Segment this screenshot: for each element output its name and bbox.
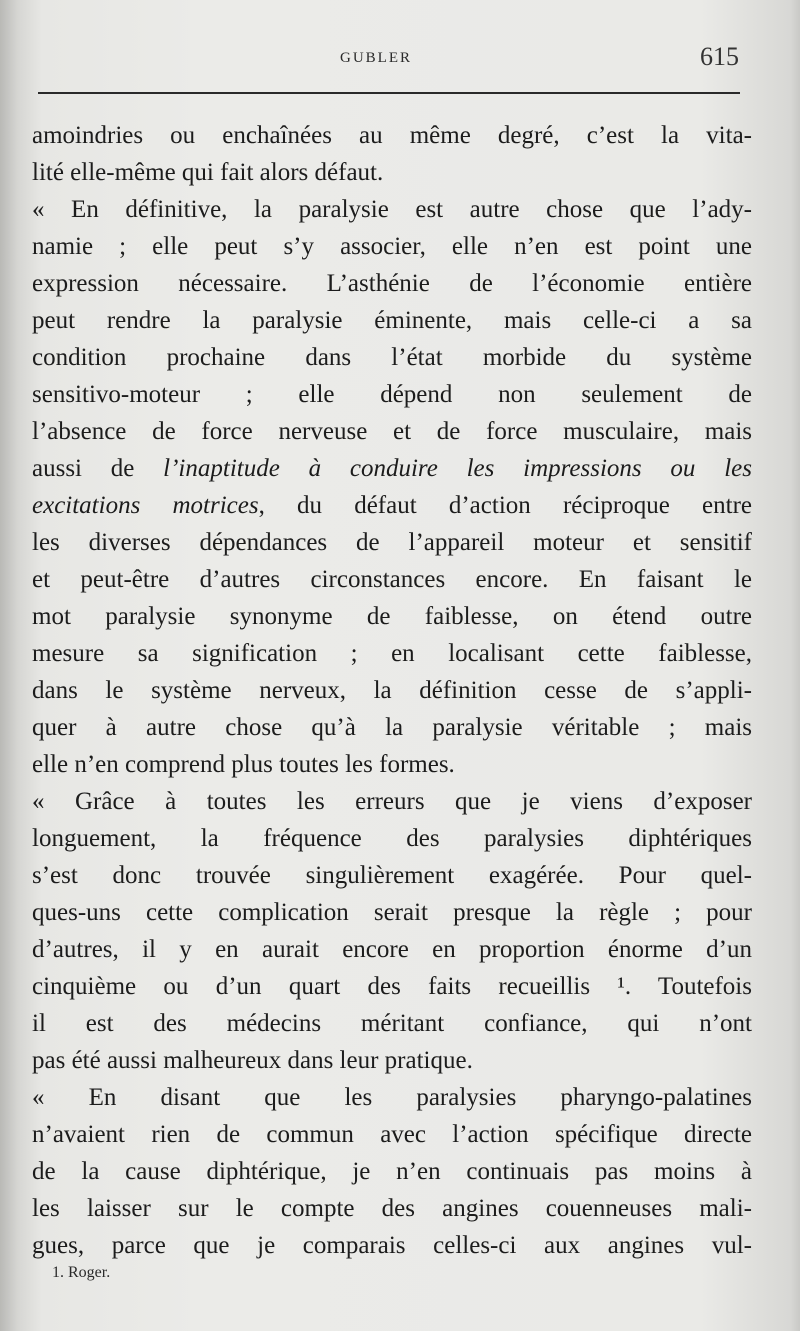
text-line: de la cause diphtérique, je n’en continuais pas moins à	[32, 1158, 752, 1185]
text-line: les laisser sur le compte des angines couenneuses mali-	[32, 1195, 752, 1222]
text-line: amoindries ou enchaînées au même degré, c’est la vita-	[32, 122, 752, 149]
text-line: d’autres, il y en aurait encore en proportion énorme d’un	[32, 936, 752, 963]
header-rule	[38, 92, 740, 94]
text-line: s’est donc trouvée singulièrement exagérée. Pour quel-	[32, 862, 752, 889]
text-line: mot paralysie synonyme de faiblesse, on étend outre	[32, 603, 752, 630]
text-line: ques-uns cette complication serait presque la règle ; pour	[32, 899, 752, 926]
text-line: « En disant que les paralysies pharyngo-palatines	[32, 1084, 752, 1111]
text-line: mesure sa signification ; en localisant cette faiblesse,	[32, 640, 752, 667]
text-line: condition prochaine dans l’état morbide du système	[32, 344, 752, 371]
text-line: peut rendre la paralysie éminente, mais celle-ci a sa	[32, 307, 752, 334]
text-line: longuement, la fréquence des paralysies diphtériques	[32, 825, 752, 852]
text-line: expression nécessaire. L’asthénie de l’économie entière	[32, 270, 752, 297]
text-line: dans le système nerveux, la définition cesse de s’appli-	[32, 677, 752, 704]
text-line: et peut-être d’autres circonstances encore. En faisant le	[32, 566, 752, 593]
italic-text: excitations motrices	[32, 492, 259, 519]
text-line: elle n’en comprend plus toutes les formes.	[32, 751, 455, 778]
text-line: quer à autre chose qu’à la paralysie véritable ; mais	[32, 714, 752, 741]
body-text	[32, 117, 752, 1264]
text-line: « En définitive, la paralysie est autre chose que l’ady-	[32, 196, 752, 223]
text-line: sensitivo-moteur ; elle dépend non seulement de	[32, 381, 752, 408]
text-line: les diverses dépendances de l’appareil moteur et sensitif	[32, 529, 752, 556]
text-line	[32, 487, 752, 524]
text-line: pas été aussi malheureux dans leur pratique.	[32, 1047, 473, 1074]
text-line: cinquième ou d’un quart des faits recueillis ¹. Toutefois	[32, 973, 752, 1000]
text-line: namie ; elle peut s’y associer, elle n’en est point une	[32, 233, 752, 260]
italic-text: l’inaptitude à conduire les impressions ou les	[163, 455, 752, 482]
text-line: l’absence de force nerveuse et de force musculaire, mais	[32, 418, 752, 445]
running-head	[0, 40, 800, 80]
text-line	[32, 450, 752, 487]
text-line: n’avaient rien de commun avec l’action spécifique directe	[32, 1121, 752, 1148]
text-line: gues, parce que je comparais celles-ci aux angines vul-	[32, 1232, 752, 1259]
footnote: 1. Roger.	[52, 1264, 111, 1281]
text-fragment: , du défaut d’action réciproque entre	[258, 492, 752, 519]
text-line: « Grâce à toutes les erreurs que je viens d’exposer	[32, 788, 752, 815]
text-line: lité elle-même qui fait alors défaut.	[32, 159, 384, 186]
text-line: il est des médecins méritant confiance, qui n’ont	[32, 1010, 752, 1037]
running-title: GUBLER	[340, 50, 412, 66]
text-fragment: aussi de	[32, 455, 164, 482]
page-number: 615	[700, 42, 739, 71]
